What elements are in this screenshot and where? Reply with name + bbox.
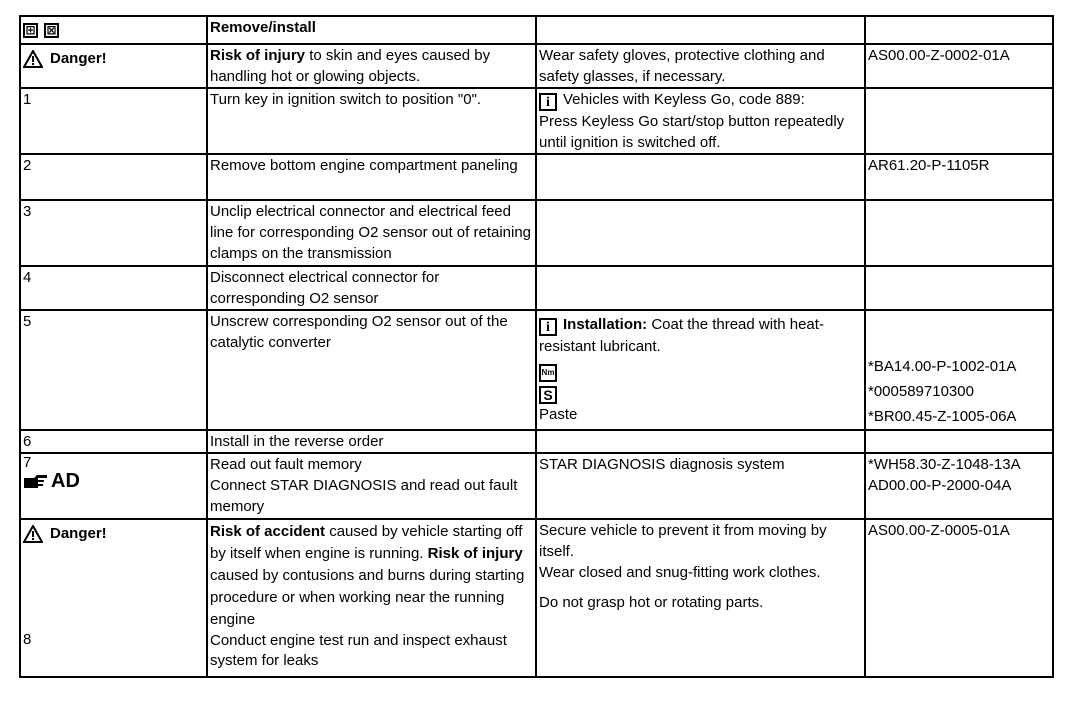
- step-note: i Vehicles with Keyless Go, code 889: Press Keyless Go start/stop button repeatedly until ignition is switched off.: [536, 88, 865, 154]
- step-refs: [865, 310, 1053, 430]
- danger-note: Secure vehicle to prevent it from moving by itself. Wear closed and snug-fitting work clothes. Do not grasp hot or rotating parts.: [536, 519, 865, 677]
- expand-icon[interactable]: ⊞: [23, 23, 38, 38]
- danger-text: Risk of accident caused by vehicle starting off by itself when engine is running. Risk of injury caused by contusions and burns during starting procedure or when working near the running engine Conduct engine test run and inspect exhaust system for leaks: [207, 519, 536, 677]
- step-refs: [865, 453, 1053, 519]
- tool-ref[interactable]: *000589710300: [868, 383, 974, 400]
- step-text: Read out fault memory Connect STAR DIAGNOSIS and read out fault memory: [207, 453, 536, 519]
- step-text: Unclip electrical connector and electrical feed line for corresponding O2 sensor out of retaining clamps on the transmission: [207, 200, 536, 266]
- step-number: 1: [20, 88, 207, 154]
- step-row: [20, 154, 1053, 200]
- danger-ref[interactable]: AS00.00-Z-0002-01A: [865, 44, 1053, 88]
- step-text: Remove bottom engine compartment paneling: [207, 154, 536, 200]
- header-row: [20, 16, 1053, 44]
- step-row: [20, 453, 1053, 519]
- step-number: 4: [20, 266, 207, 310]
- info-icon: i: [539, 318, 557, 336]
- warning-triangle-icon: [23, 525, 43, 543]
- step-number: 3: [20, 200, 207, 266]
- danger-label: Danger!: [23, 48, 107, 69]
- paste-ref[interactable]: *BR00.45-Z-1005-06A: [868, 408, 1017, 425]
- step-note: STAR DIAGNOSIS diagnosis system: [536, 453, 865, 519]
- step-text: Unscrew corresponding O2 sensor out of the catalytic converter: [207, 310, 536, 430]
- step-number: 6: [20, 430, 207, 453]
- step-number: 7 AD: [20, 453, 207, 519]
- step-text: Install in the reverse order: [207, 430, 536, 453]
- step-number: 8: [23, 630, 32, 648]
- collapse-icon[interactable]: ⊠: [44, 23, 59, 38]
- step-number: 2: [20, 154, 207, 200]
- procedure-table: [19, 15, 1054, 678]
- fault-memory-ref[interactable]: AD00.00-P-2000-04A: [868, 477, 1012, 494]
- step-row: [20, 310, 1053, 430]
- danger-label: Danger!: [23, 523, 107, 544]
- special-tool-icon: S: [539, 386, 557, 404]
- info-icon: i: [539, 93, 557, 111]
- pointing-hand-icon: [23, 474, 49, 490]
- ad-label: AD: [23, 471, 80, 492]
- step-row: [20, 266, 1053, 310]
- step-ref[interactable]: AR61.20-P-1105R: [865, 154, 1053, 200]
- warning-triangle-icon: [23, 50, 43, 68]
- paste-label: Paste: [539, 406, 578, 423]
- danger-text: Risk of injury to skin and eyes caused by handling hot or glowing objects.: [207, 44, 536, 88]
- step-row: [20, 88, 1053, 154]
- step-text: Conduct engine test run and inspect exhaust system for leaks: [210, 632, 507, 669]
- danger-row-1: [20, 44, 1053, 88]
- torque-nm-icon: Nm: [539, 364, 557, 382]
- step-row: [20, 200, 1053, 266]
- danger-row-2: [20, 519, 1053, 677]
- step-text: Turn key in ignition switch to position "0".: [207, 88, 536, 154]
- torque-ref[interactable]: *BA14.00-P-1002-01A: [868, 358, 1017, 375]
- step-text: Disconnect electrical connector for corresponding O2 sensor: [207, 266, 536, 310]
- step-note: i Installation: Coat the thread with heat-resistant lubricant. Nm S Paste: [536, 310, 865, 430]
- step-row: [20, 430, 1053, 453]
- danger-note: Wear safety gloves, protective clothing and safety glasses, if necessary.: [536, 44, 865, 88]
- header-icons-cell: [20, 16, 207, 44]
- diagnosis-ref[interactable]: *WH58.30-Z-1048-13A: [868, 456, 1021, 473]
- header-title: Remove/install: [207, 16, 536, 44]
- danger-ref[interactable]: AS00.00-Z-0005-01A: [865, 519, 1053, 677]
- step-number: 5: [20, 310, 207, 430]
